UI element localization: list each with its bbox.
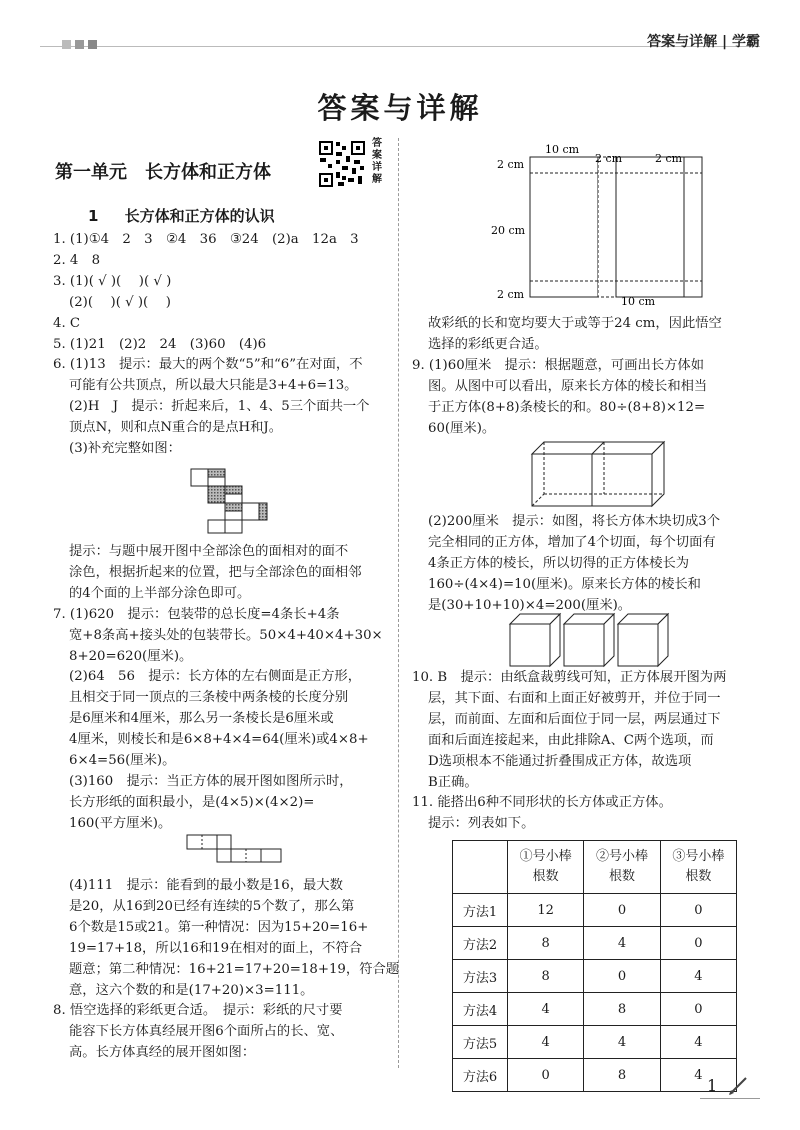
methods-table <box>452 840 737 1092</box>
answer-line: 19=17+18，所以16和19在相对的面上，不符合 <box>69 940 363 956</box>
answer-line: (2)( )( √ )( ) <box>69 294 171 310</box>
answer-line: 顶点N，则和点N重合的是点H和J。 <box>69 420 283 436</box>
answer-line: 层，而前面、左面和后面位于同一层，两层通过下 <box>428 711 721 727</box>
answer-line: 题意；第二种情况：16+21=17+20=18+19，符合题 <box>69 961 400 977</box>
table-cell: 方法3 <box>453 960 508 993</box>
answer-line: 8+20=620(厘米)。 <box>69 648 193 664</box>
answer-line: 涂色，根据折起来的位置，把与全部涂色的面相邻 <box>69 564 362 580</box>
table-cell: 4 <box>584 1026 660 1059</box>
page-title: 答案与详解 <box>317 91 483 125</box>
table-header-cell <box>453 841 508 894</box>
answer-line: 的4个面的上半部分涂色即可。 <box>69 585 251 601</box>
right-column-block-1 <box>412 314 722 439</box>
table-cell: 0 <box>660 993 736 1026</box>
table-cell: 8 <box>508 960 584 993</box>
answer-line: 6. (1)13 提示：最大的两个数“5”和“6”在对面，不 <box>53 357 363 373</box>
header-brand: 答案与详解 | 学霸 <box>647 34 760 50</box>
answer-line: 9. (1)60厘米 提示：根据题意，可画出长方体如 <box>412 357 705 373</box>
answer-line: 7. (1)620 提示：包装带的总长度=4条长+4条 <box>53 606 340 622</box>
answer-line: (2)H J 提示：折起来后，1、4、5三个面共一个 <box>69 399 370 415</box>
table-cell: 0 <box>660 927 736 960</box>
answer-line: 且相交于同一顶点的三条棱中两条棱的长度分别 <box>69 690 349 706</box>
qr-code-icon <box>318 140 366 188</box>
cube-net-figure <box>190 468 280 534</box>
answer-line: 意，这六个数的和是(17+20)×3=111。 <box>69 982 314 998</box>
table-row <box>453 1059 737 1092</box>
section-heading <box>88 205 275 226</box>
answer-line: (3)160 提示：当正方体的展开图如图所示时， <box>69 773 353 789</box>
answer-line: 宽+8条高+接头处的包装带长。50×4+40×4+30× <box>69 627 383 643</box>
answer-line: 于正方体(8+8)条棱长的和。80÷(8+8)×12= <box>428 399 706 415</box>
table-row <box>453 894 737 927</box>
answer-line: 8. 悟空选择的彩纸更合适。 提示：彩纸的尺寸要 <box>53 1003 343 1019</box>
box-net-figure <box>485 140 735 310</box>
table-cell: 方法6 <box>453 1059 508 1092</box>
header-square <box>62 40 71 49</box>
table-cell: 0 <box>584 894 660 927</box>
answer-line: 长方形纸的面积最小，是(4×5)×(4×2)= <box>69 794 315 810</box>
answer-line: 是(30+10+10)×4=200(厘米)。 <box>428 597 632 613</box>
table-header-cell: ③号小棒 根数 <box>660 841 736 894</box>
three-cubes-figure <box>508 612 688 670</box>
answer-line: 完全相同的正方体，增加了4个切面，每个切面有 <box>428 534 716 550</box>
answer-line: 是20，从16到20已经有连续的5个数了，那么第 <box>69 898 355 914</box>
left-column-block-2 <box>53 542 383 835</box>
answer-line: (2)200厘米 提示：如图，将长方体木块切成3个 <box>428 514 721 529</box>
answer-line: 可能有公共顶点，所以最大只能是3+4+6=13。 <box>69 378 358 394</box>
answer-line: 故彩纸的长和宽均要大于或等于24 cm，因此悟空 <box>428 316 722 331</box>
answer-line: 高。长方体真经的展开图如图： <box>69 1045 256 1061</box>
table-row <box>453 993 737 1026</box>
fig-label-left3: 2 cm <box>497 288 525 301</box>
table-header-row <box>453 841 737 894</box>
answer-line: 11. 能搭出6种不同形状的长方体或正方体。 <box>412 795 672 811</box>
answer-line: 提示：与题中展开图中全部涂色的面相对的面不 <box>69 544 349 559</box>
answer-line: 2. 4 8 <box>53 252 101 268</box>
answer-line: B正确。 <box>428 774 478 790</box>
answer-line: 能容下长方体真经展开图6个面所占的长、宽、 <box>69 1024 344 1040</box>
left-column-block-1 <box>53 230 369 460</box>
table-header-cell: ②号小棒 根数 <box>584 841 660 894</box>
table-cell: 4 <box>508 1026 584 1059</box>
table-cell: 方法4 <box>453 993 508 1026</box>
table-cell: 4 <box>508 993 584 1026</box>
table-row <box>453 1026 737 1059</box>
fig-label-bottom: 10 cm <box>621 295 656 308</box>
answer-line: 160÷(4×4)=10(厘米)。原来长方体的棱长和 <box>428 576 701 592</box>
answer-line: 5. (1)21 (2)2 24 (3)60 (4)6 <box>53 336 267 352</box>
fig-label-mid2: 2 cm <box>655 152 683 165</box>
table-cell: 12 <box>508 894 584 927</box>
answer-line: 提示：列表如下。 <box>428 816 535 832</box>
fig-label-left1: 2 cm <box>497 158 525 171</box>
answer-line: (3)补充完整如图： <box>69 441 181 457</box>
header-square <box>75 40 84 49</box>
cuboid-figure <box>530 440 670 510</box>
pencil-icon <box>728 1076 750 1096</box>
right-column-block-3 <box>412 668 726 835</box>
answer-line: 1. (1)①4 2 3 ②4 36 ③24 (2)a 12a 3 <box>53 232 359 247</box>
answer-line: D选项根本不能通过折叠围成正方体，故选项 <box>428 753 692 769</box>
table-cell: 8 <box>584 993 660 1026</box>
fig-label-mid1: 2 cm <box>595 152 623 165</box>
answer-line: 是6厘米和4厘米，那么另一条棱长是6厘米或 <box>69 711 334 727</box>
answer-line: 选择的彩纸更合适。 <box>428 336 548 352</box>
answer-line: 4条正方体的棱长，所以切得的正方体棱长为 <box>428 555 690 571</box>
answer-line: 60(厘米)。 <box>428 420 496 436</box>
header-square <box>88 40 97 49</box>
answer-line: (2)64 56 提示：长方体的左右侧面是正方形， <box>69 669 362 685</box>
qr-label: 答案详解 <box>372 138 382 185</box>
table-cell: 方法2 <box>453 927 508 960</box>
answer-line: 160(平方厘米)。 <box>69 815 172 831</box>
table-cell: 0 <box>660 894 736 927</box>
answer-line: 3. (1)( √ )( )( √ ) <box>53 273 172 289</box>
table-cell: 4 <box>584 927 660 960</box>
fig-label-left2: 20 cm <box>491 224 526 237</box>
page-number: 1 <box>707 1076 718 1095</box>
answer-line: 10. B 提示：由纸盒裁剪线可知，正方体展开图为两 <box>412 670 727 685</box>
table-cell: 方法5 <box>453 1026 508 1059</box>
answer-line: 层，其下面、右面和上面正好被剪开，并位于同一 <box>428 690 721 706</box>
fig-label-top: 10 cm <box>545 143 580 156</box>
table-row <box>453 960 737 993</box>
table-cell: 方法1 <box>453 894 508 927</box>
answer-line: (4)111 提示：能看到的最小数是16，最大数 <box>69 878 343 893</box>
right-column-block-2 <box>412 512 720 617</box>
answer-line: 面和后面连接起来，由此排除A、C两个选项，而 <box>428 732 714 748</box>
unit-title: 第一单元 长方体和正方体 <box>55 162 271 183</box>
footer-rule <box>700 1098 760 1099</box>
section-title: 长方体和正方体的认识 <box>124 207 275 225</box>
answer-line: 4厘米，则棱长和是6×8+4×4=64(厘米)或4×8+ <box>69 732 369 748</box>
section-number: 1 <box>88 207 99 225</box>
table-cell: 8 <box>584 1059 660 1092</box>
answer-line: 4. C <box>53 315 81 331</box>
table-header-cell: ①号小棒 根数 <box>508 841 584 894</box>
answer-line: 6个数是15或21。第一种情况：因为15+20=16+ <box>69 919 369 935</box>
table-cell: 4 <box>660 960 736 993</box>
table-cell: 0 <box>584 960 660 993</box>
table-cell: 4 <box>660 1059 736 1092</box>
table-row <box>453 927 737 960</box>
table-cell: 8 <box>508 927 584 960</box>
left-column-block-3 <box>53 876 399 1064</box>
answer-line: 6×4=56(厘米)。 <box>69 753 176 769</box>
table-cell: 0 <box>508 1059 584 1092</box>
answer-line: 图。从图中可以看出，原来长方体的棱长和相当 <box>428 378 708 394</box>
strip-net-figure <box>186 834 286 864</box>
table-cell: 4 <box>660 1026 736 1059</box>
